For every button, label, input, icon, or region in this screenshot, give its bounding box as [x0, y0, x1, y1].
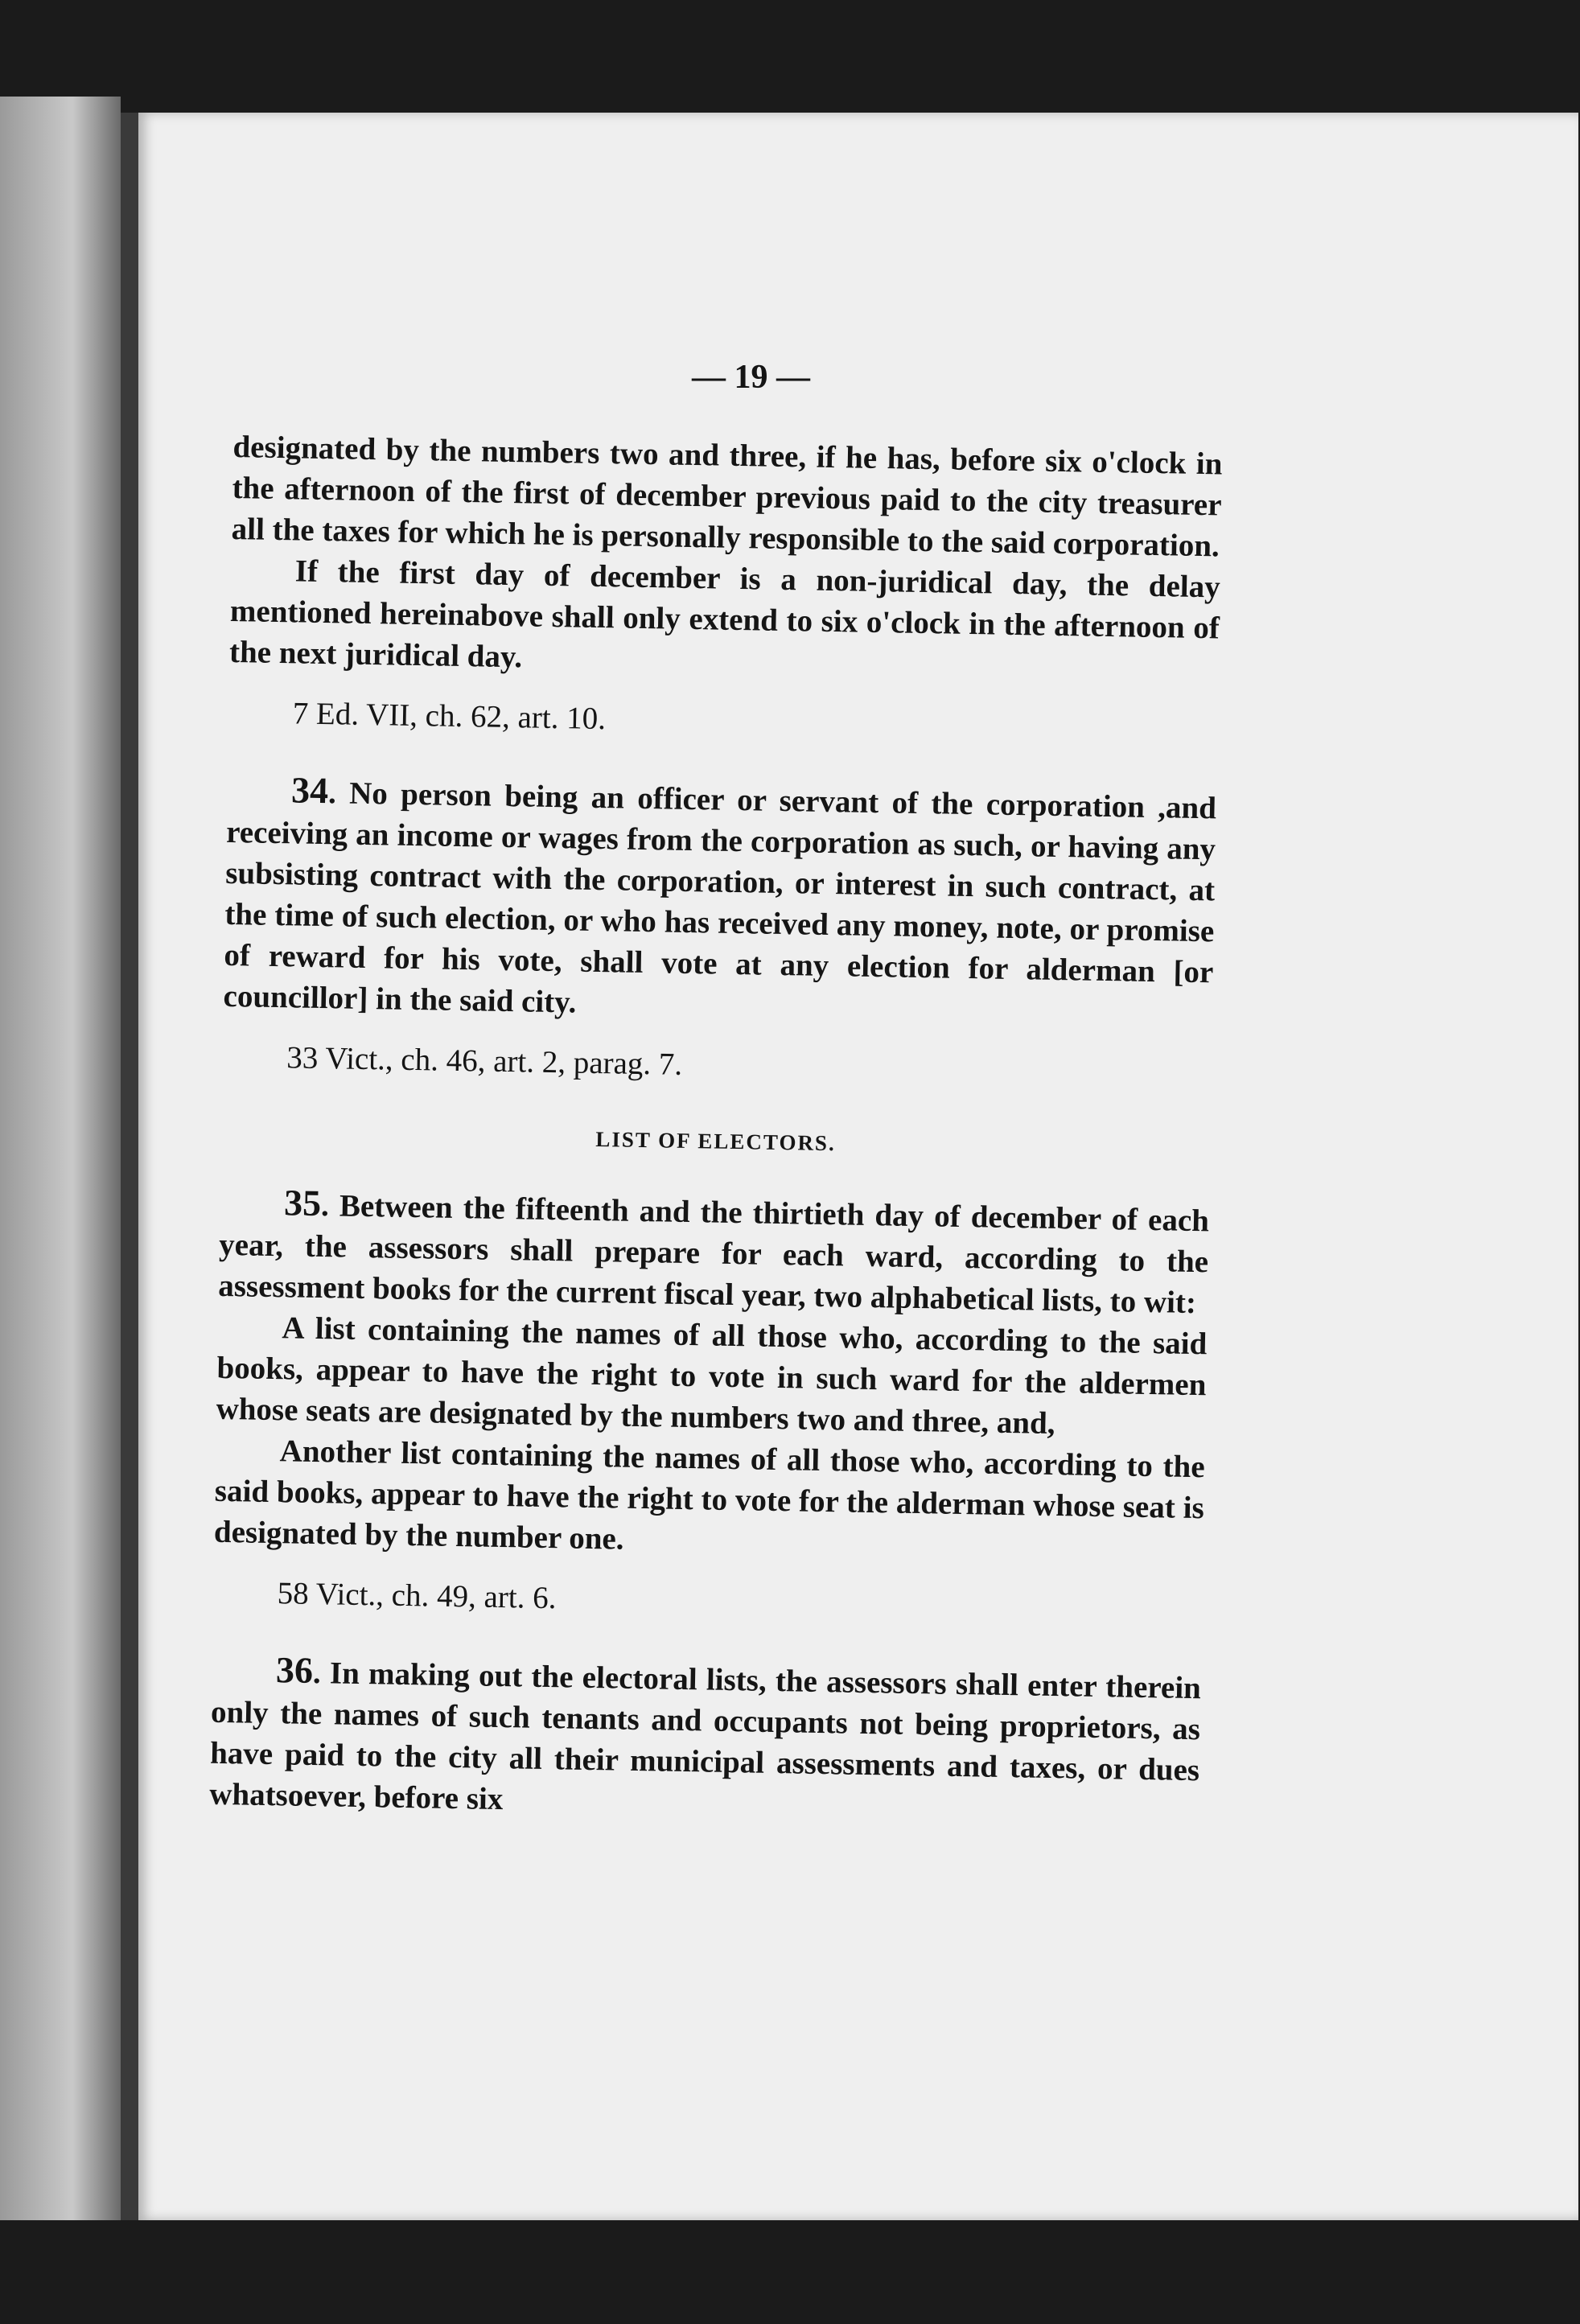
- section-35-text: Between the fifteenth and the thirtieth day of december of each year, the assessors shall prepare for each ward, according to the assessment books for the current fiscal year, two alphabetical lists, to wit:: [217, 1188, 1210, 1321]
- section-36-text: In making out the electoral lists, the assessors shall enter therein only the names of such tenants and occupants not being proprietors, as have paid to the city all their municipal assessments and taxes, or dues whatsoever, before six: [208, 1656, 1202, 1817]
- page-body: [209, 426, 1223, 1832]
- section-35-paragraph-2: A list containing the names of all those who, according to the said books, appear to have the right to vote in such ward for the aldermen whose seats are designated by the numbers two and three, and,: [216, 1310, 1208, 1442]
- citation: 7 Ed. VII, ch. 62, art. 10.: [292, 696, 607, 737]
- citation: 33 Vict., ch. 46, art. 2, parag. 7.: [286, 1040, 683, 1082]
- continuation-paragraph-2: If the first day of december is a non-juridical day, the delay mentioned hereinabove shall only extend to six o'clock in the afternoon of the next juridical day.: [228, 553, 1221, 675]
- page-number: — 19 —: [692, 359, 810, 396]
- section-heading: LIST OF ELECTORS.: [595, 1126, 836, 1156]
- section-number: 36: [275, 1649, 314, 1691]
- section-34-text: No person being an officer or servant of the corporation ,and receiving an income or wages from the corporation as such, or having any subsisting contract with the corporation, or interest in such contract, at the time of such election, or who has received any money, note, or promise of reward for his vote, shall vote at any election for alderman [or councillor] in the said city.: [223, 775, 1217, 1020]
- section-36: 36. In making out the electoral lists, the assessors shall enter therein only the names of such tenants and occupants not being proprietors, as have paid to the city all their municipal assessments and taxes, or dues whatsoever, before six: [208, 1649, 1202, 1817]
- section-number: 34: [290, 769, 329, 812]
- section-35: 35. Between the fifteenth and the thirtieth day of december of each year, the assessors shall prepare for each ward, according to the assessment books for the current fiscal year, two alphabetical lists, to wit:: [217, 1182, 1210, 1321]
- left-page-edge: [0, 97, 121, 2220]
- section-number: 35: [283, 1182, 322, 1224]
- book-spine: [121, 113, 138, 2220]
- section-34: 34. No person being an officer or servant of the corporation ,and receiving an income or wages from the corporation as such, or having any subsisting contract with the corporation, or interest in such contract, at the time of such election, or who has received any money, note, or promise of reward for his vote, shall vote at any election for alderman [or councillor] in the said city.: [223, 769, 1217, 1020]
- citation: 58 Vict., ch. 49, art. 6.: [277, 1576, 557, 1616]
- section-35-paragraph-3: Another list containing the names of all those who, according to the said books, appear to have the right to vote for the alderman whose seat is designated by the number one.: [213, 1433, 1205, 1557]
- continuation-paragraph: designated by the numbers two and three, if he has, before six o'clock in the afternoon of the first of december previous paid to the city treasurer all the taxes for which he is personally responsible to the said corporation.: [231, 429, 1223, 564]
